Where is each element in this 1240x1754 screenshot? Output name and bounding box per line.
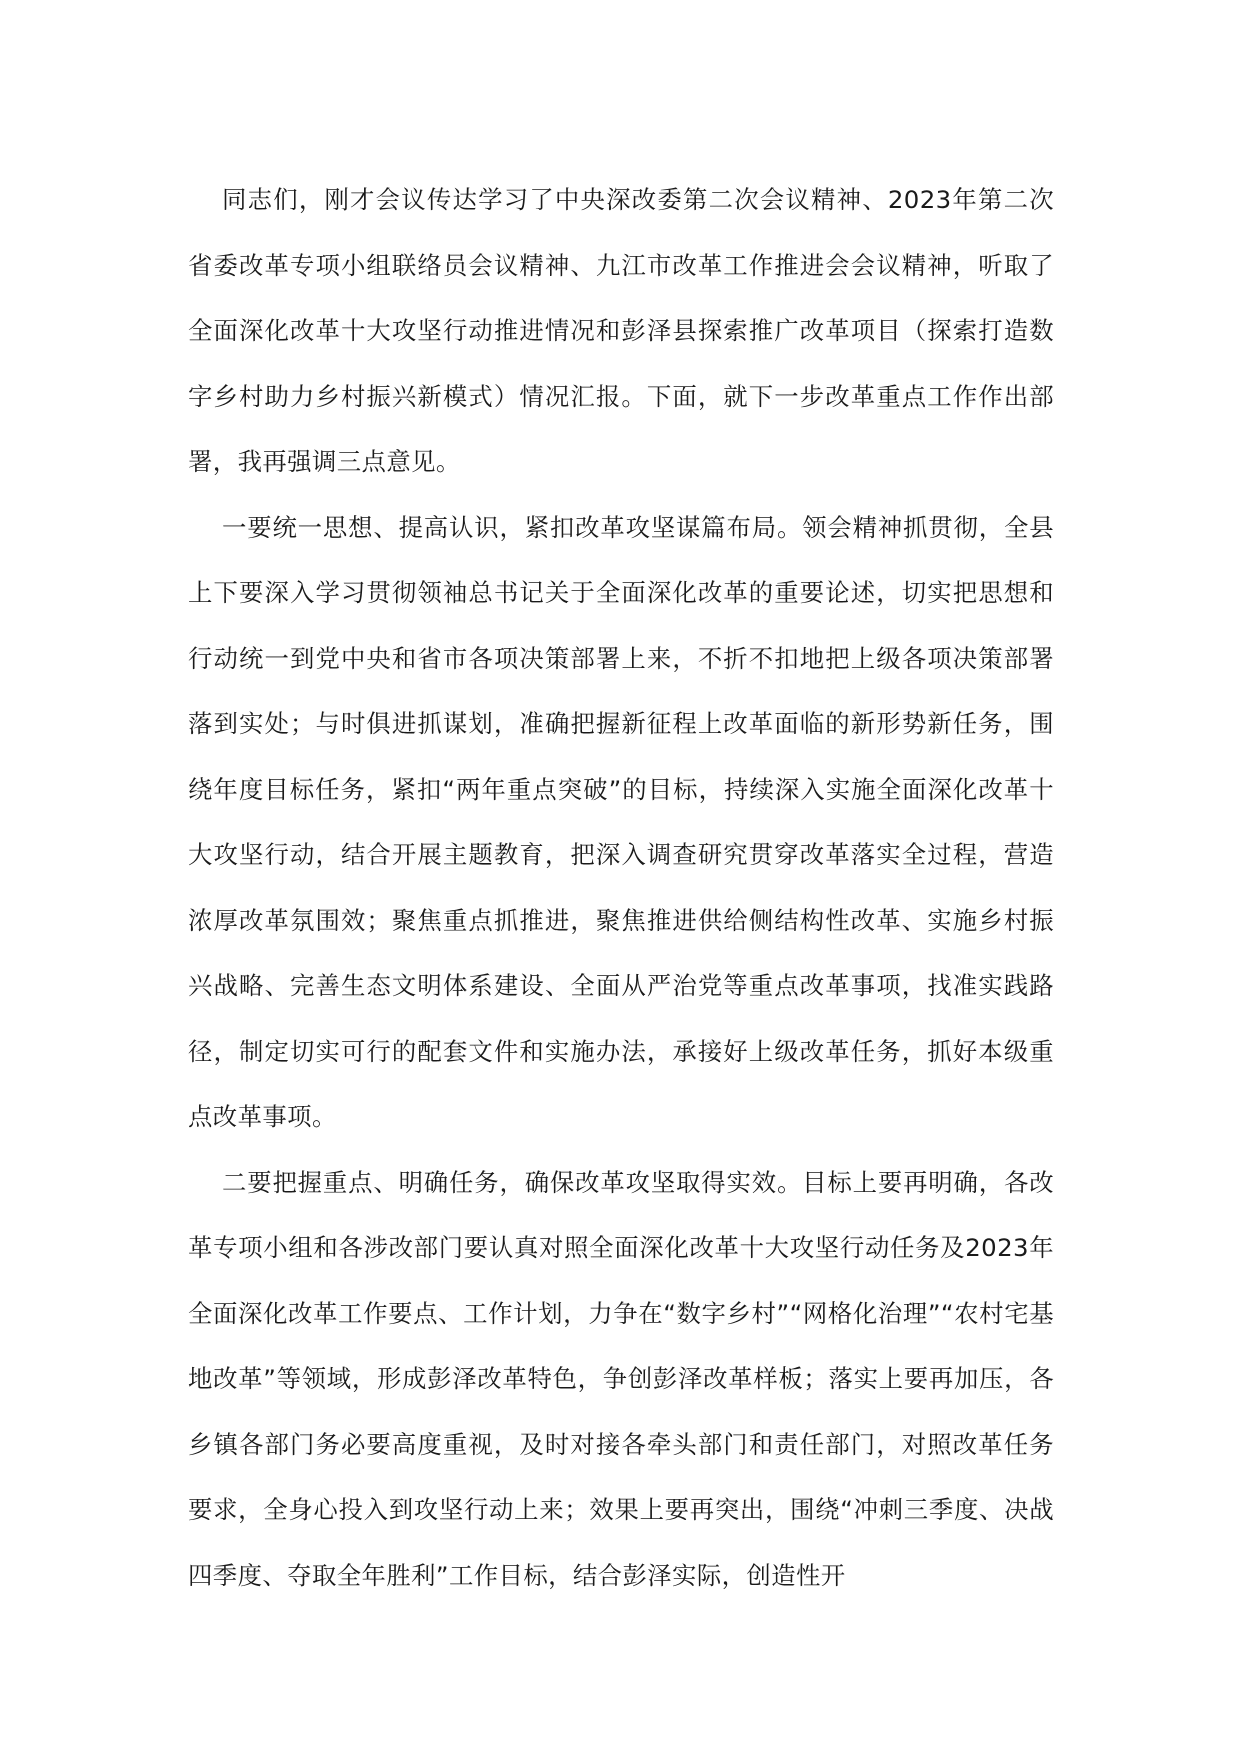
- paragraph-opening: 同志们，刚才会议传达学习了中央深改委第二次会议精神、2023年第二次省委改革专项小组联络员会议精神、九江市改革工作推进会会议精神，听取了全面深化改革十大攻坚行动推进情况和彭泽县探索推广改革项目（探索打造数字乡村助力乡村振兴新模式）情况汇报。下面，就下一步改革重点工作作出部署，我再强调三点意见。: [188, 185, 1054, 476]
- paragraph-point-one: 一要统一思想、提高认识，紧扣改革攻坚谋篇布局。领会精神抓贯彻，全县上下要深入学习贯彻领袖总书记关于全面深化改革的重要论述，切实把思想和行动统一到党中央和省市各项决策部署上来，不折不扣地把上级各项决策部署落到实处；与时俱进抓谋划，准确把握新征程上改革面临的新形势新任务，围绕年度目标任务，紧扣“两年重点突破”的目标，持续深入实施全面深化改革十大攻坚行动，结合开展主题教育，把深入调查研究贯穿改革落实全过程，营造浓厚改革氛围效；聚焦重点抓推进，聚焦推进供给侧结构性改革、实施乡村振兴战略、完善生态文明体系建设、全面从严治党等重点改革事项，找准实践路径，制定切实可行的配套文件和实施办法，承接好上级改革任务，抓好本级重点改革事项。: [188, 512, 1054, 1131]
- paragraph-point-two: 二要把握重点、明确任务，确保改革攻坚取得实效。目标上要再明确，各改革专项小组和各涉改部门要认真对照全面深化改革十大攻坚行动任务及2023年全面深化改革工作要点、工作计划，力争在“数字乡村”“网格化治理”“农村宅基地改革”等领域，形成彭泽改革特色，争创彭泽改革样板；落实上要再加压，各乡镇各部门务必要高度重视，及时对接各牵头部门和责任部门，对照改革任务要求，全身心投入到攻坚行动上来；效果上要再突出，围绕“冲刺三季度、决战四季度、夺取全年胜利”工作目标，结合彭泽实际，创造性开: [188, 1167, 1054, 1590]
- document-body: [188, 167, 1054, 1608]
